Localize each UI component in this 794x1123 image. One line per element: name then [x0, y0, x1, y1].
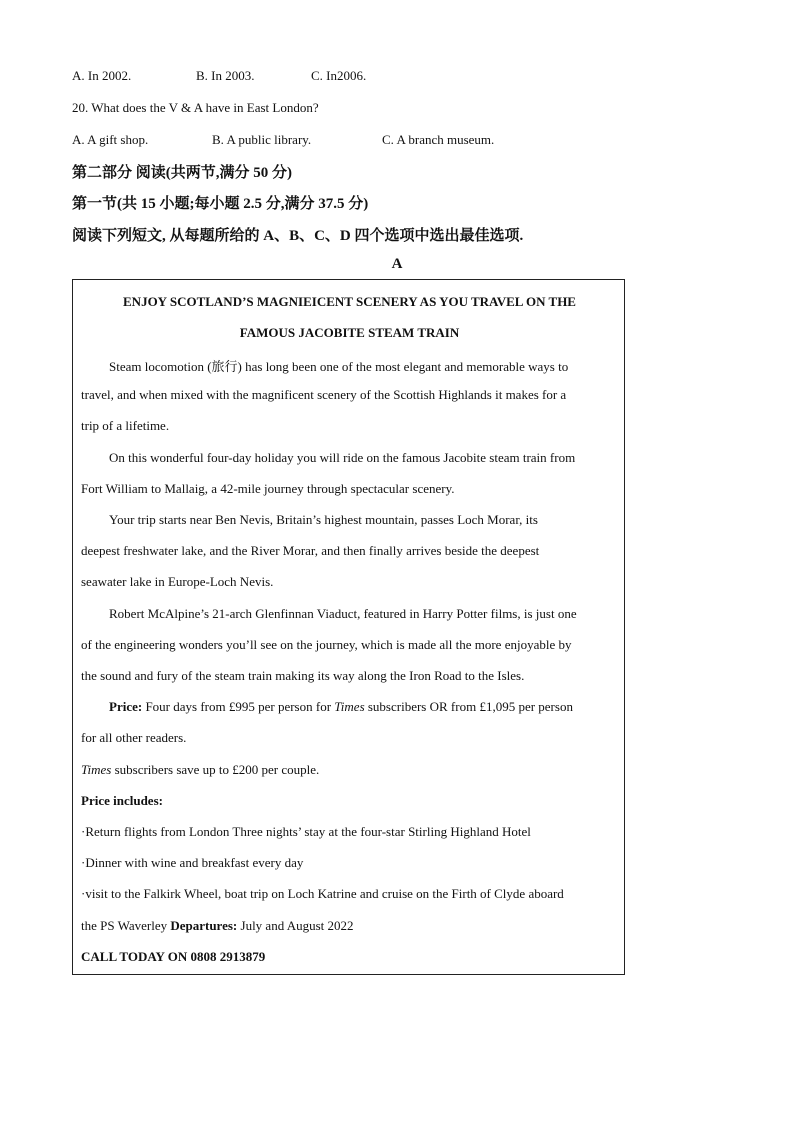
- ad-paragraph-line: of the engineering wonders you’ll see on the journey, which is made all the more enjoyable by: [81, 637, 572, 652]
- ad-paragraph-line: seawater lake in Europe-Loch Nevis.: [81, 574, 274, 589]
- ad-title-line1: ENJOY SCOTLAND’S MAGNIEICENT SCENERY AS YOU TRAVEL ON THE: [123, 294, 576, 309]
- q20-question: 20. What does the V & A have in East London?: [72, 100, 319, 115]
- ad-paragraph-line: Steam locomotion (旅行) has long been one of the most elegant and memorable ways to: [109, 359, 569, 374]
- q19-option-c: C. In2006.: [311, 68, 367, 83]
- times-italic: Times: [334, 699, 365, 714]
- times-italic: Times: [81, 762, 112, 777]
- ad-paragraph-line: the sound and fury of the steam train making its way along the Iron Road to the Isles.: [81, 668, 525, 683]
- ad-title-line2: FAMOUS JACOBITE STEAM TRAIN: [239, 325, 460, 340]
- price-text-1: Four days from £995 per person for: [142, 699, 335, 714]
- include4-text: the PS Waverley: [81, 918, 171, 933]
- ad-save-line: [81, 762, 319, 778]
- ad-paragraph-line: trip of a lifetime.: [81, 418, 170, 433]
- price-includes-label: [81, 793, 163, 809]
- ad-paragraph-line: travel, and when mixed with the magnificent scenery of the Scottish Highlands it makes for a: [81, 387, 567, 402]
- ad-paragraph-line: Fort William to Mallaig, a 42-mile journey through spectacular scenery.: [81, 481, 455, 496]
- ad-paragraph-line: On this wonderful four-day holiday you will ride on the famous Jacobite steam train from: [109, 450, 576, 465]
- include-item: ·Return flights from London Three nights’ stay at the four-star Stirling Highland Hotel: [81, 824, 531, 839]
- ad-paragraph-line: Robert McAlpine’s 21-arch Glenfinnan Viaduct, featured in Harry Potter films, is just one: [109, 606, 577, 621]
- section1-title: 第一节(共 15 小题;每小题 2.5 分,满分 37.5 分): [72, 196, 369, 212]
- q19-option-b: B. In 2003.: [196, 68, 255, 83]
- departures-text: July and August 2022: [237, 918, 354, 933]
- reading-instruction: 阅读下列短文, 从每题所给的 A、B、C、D 四个选项中选出最佳选项.: [72, 228, 524, 244]
- call-line: [81, 949, 265, 965]
- price-includes-heading: Price includes:: [81, 793, 163, 808]
- include-item-departures: [81, 918, 354, 934]
- call-today: CALL TODAY ON 0808 2913879: [81, 949, 266, 964]
- include-item: ·visit to the Falkirk Wheel, boat trip on Loch Katrine and cruise on the Firth of Clyde aboard: [81, 886, 564, 901]
- passage-letter: A: [391, 256, 403, 272]
- ad-paragraph-line: Your trip starts near Ben Nevis, Britain’s highest mountain, passes Loch Morar, its: [109, 512, 538, 527]
- ad-paragraph-line: deepest freshwater lake, and the River Morar, and then finally arrives beside the deepest: [81, 543, 540, 558]
- q20-option-a: A. A gift shop.: [72, 132, 149, 147]
- part2-title: 第二部分 阅读(共两节,满分 50 分): [72, 165, 292, 181]
- departures-label: Departures:: [170, 918, 238, 933]
- q19-option-a: A. In 2002.: [72, 68, 132, 83]
- q20-option-b: B. A public library.: [212, 132, 312, 147]
- price-text-2: subscribers OR from £1,095 per person: [364, 699, 573, 714]
- save-text: subscribers save up to £200 per couple.: [111, 762, 320, 777]
- ad-price-line2: for all other readers.: [81, 730, 187, 745]
- q20-option-c: C. A branch museum.: [382, 132, 495, 147]
- price-label: Price:: [109, 699, 143, 714]
- ad-box: [72, 279, 625, 975]
- ad-price-line: [109, 699, 573, 715]
- include-item: ·Dinner with wine and breakfast every day: [81, 855, 304, 870]
